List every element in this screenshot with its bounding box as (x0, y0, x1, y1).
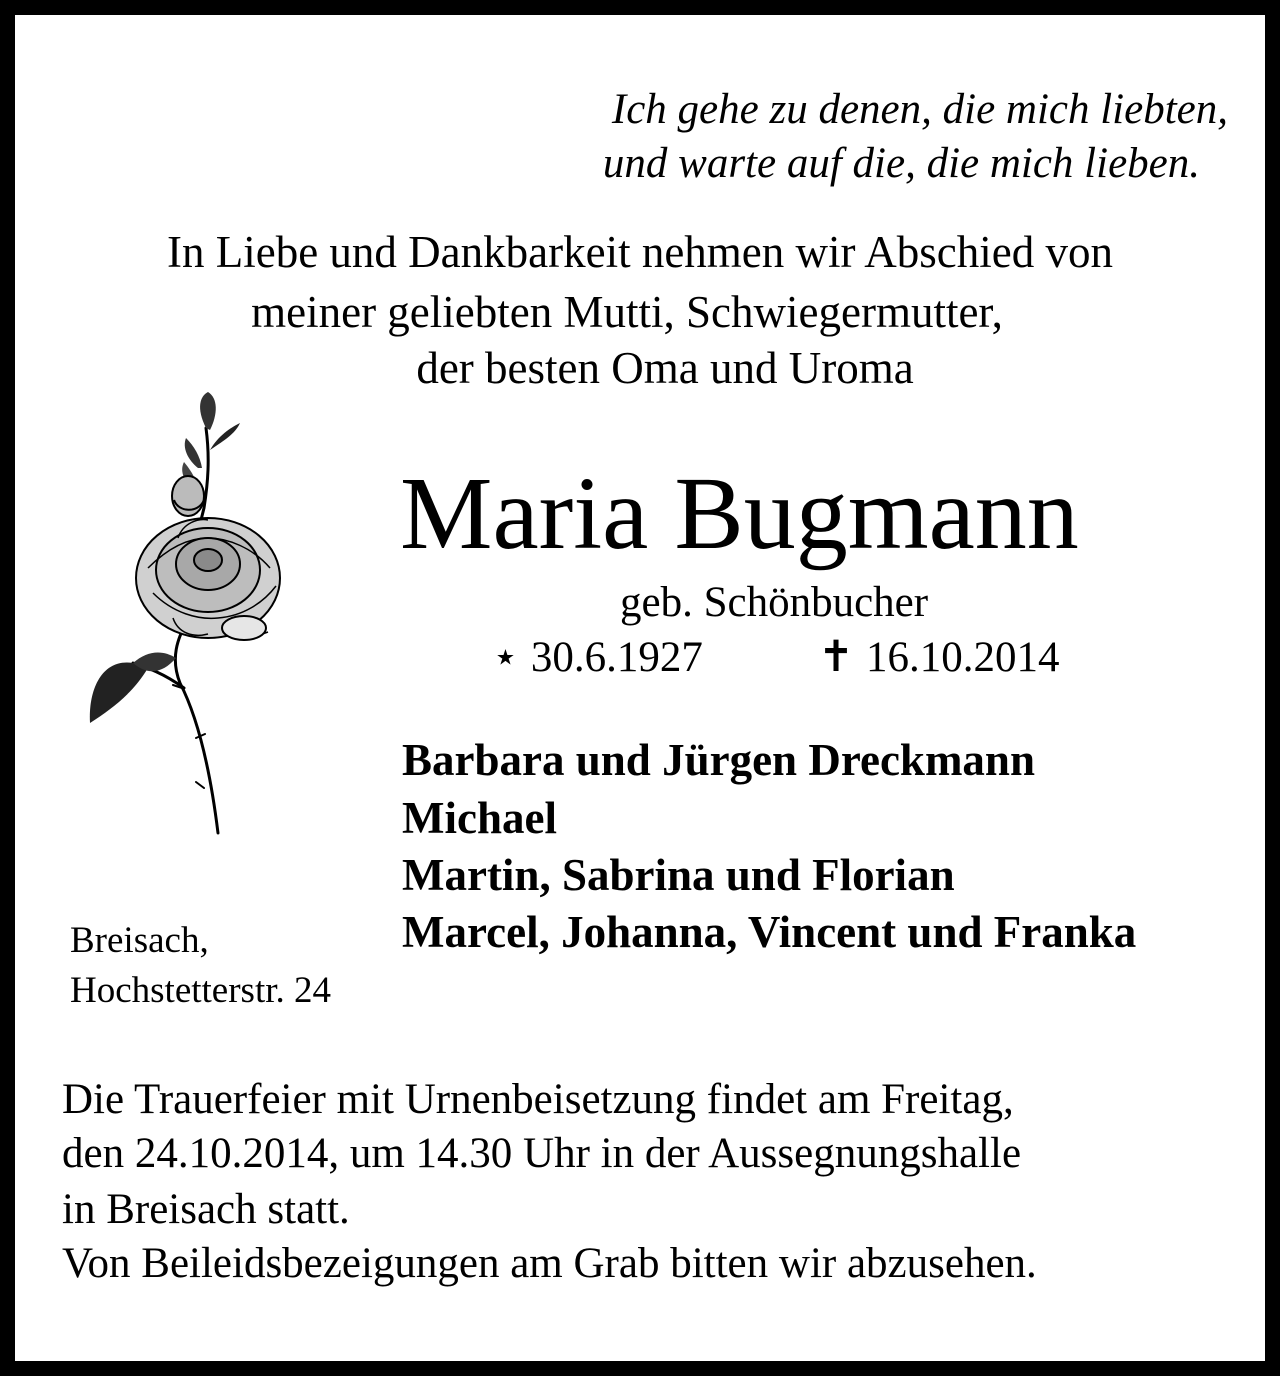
ceremony-line-2: den 24.10.2014, um 14.30 Uhr in der Aussegnungshalle (62, 1130, 1022, 1177)
intro-line-2: meiner geliebten Mutti, Schwiegermutter, (251, 287, 1003, 337)
family-line-1: Barbara und Jürgen Dreckmann (402, 735, 1035, 785)
address-line-1: Breisach, (70, 920, 209, 961)
rose-icon (78, 388, 308, 848)
intro-line-3: der besten Oma und Uroma (416, 343, 914, 393)
ceremony-line-3: in Breisach statt. (62, 1186, 350, 1233)
birth-date-value: 30.6.1927 (530, 634, 703, 681)
family-line-3: Martin, Sabrina und Florian (402, 850, 955, 900)
intro-line-1: In Liebe und Dankbarkeit nehmen wir Abschied von (167, 227, 1113, 277)
address-line-2: Hochstetterstr. 24 (70, 970, 332, 1011)
death-date (818, 632, 1060, 682)
family-line-4: Marcel, Johanna, Vincent und Franka (402, 907, 1137, 957)
ceremony-line-4: Von Beileidsbezeigungen am Grab bitten wir abzusehen. (62, 1240, 1037, 1287)
motto-line-1: Ich gehe zu denen, die mich liebten, (611, 86, 1228, 133)
birth-date (492, 632, 703, 682)
maiden-name: geb. Schönbucher (620, 579, 929, 626)
deceased-name: Maria Bugmann (400, 456, 1079, 571)
family-line-2: Michael (402, 793, 557, 843)
motto-line-2: und warte auf die, die mich lieben. (602, 140, 1200, 187)
birth-star-icon: ⋆ (492, 634, 519, 681)
death-date-value: 16.10.2014 (866, 634, 1060, 681)
ceremony-line-1: Die Trauerfeier mit Urnenbeisetzung findet am Freitag, (62, 1076, 1014, 1123)
cross-icon: ✝ (818, 634, 855, 681)
